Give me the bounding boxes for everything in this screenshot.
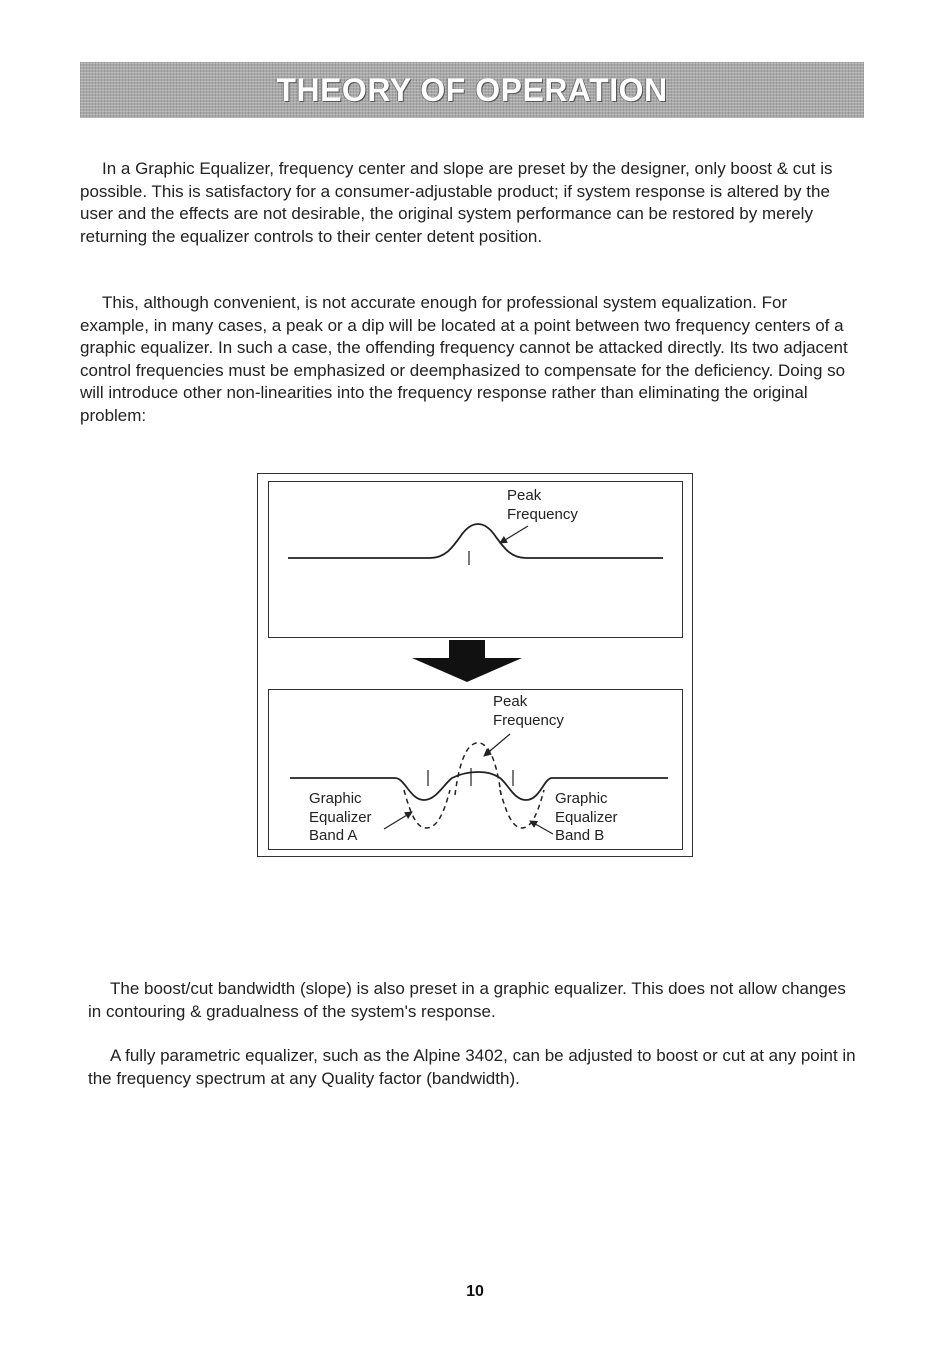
paragraph-bandwidth-preset: The boost/cut bandwidth (slope) is also preset in a graphic equalizer. This does not allow changes in contouring & gradualness of the system's response. bbox=[88, 979, 846, 1021]
graphic-eq-band-a-label bbox=[309, 790, 372, 846]
paragraph-graphic-eq-limitation: This, although convenient, is not accurate enough for professional system equalization. For example, in many cases, a peak or a dip will be located at a point between two frequency centers of a graphic equalizer. In such a case, the offending frequency cannot be attacked directly. Its two adjacent control frequencies must be emphasized or deemphasized to compensate for the deficiency. Doing so will introduce other non-linearities into the frequency response rather than eliminating the original problem: bbox=[80, 293, 848, 425]
paragraph-graphic-eq-intro: In a Graphic Equalizer, frequency center and slope are preset by the designer, only boost & cut is possible. This is satisfactory for a consumer-adjustable product; if system response is altered by the user and the effects are not desirable, the original system performance can be restored by merely returning the equalizer controls to their center detent position. bbox=[80, 159, 833, 246]
down-arrow-icon bbox=[412, 640, 522, 682]
peak-frequency-label-line1: Peak bbox=[507, 487, 542, 504]
peak-label-pointer-bottom bbox=[484, 734, 510, 756]
band-b-label-line1: Graphic bbox=[555, 790, 608, 807]
graphic-eq-band-b-label bbox=[555, 790, 618, 846]
band-a-label-line3: Band A bbox=[309, 827, 358, 844]
band-b-label-line2: Equalizer bbox=[555, 808, 618, 826]
peak-frequency-label bbox=[507, 487, 578, 524]
band-b-cut-dashed-curve bbox=[500, 790, 544, 828]
original-peak-dashed-curve bbox=[455, 743, 501, 795]
band-a-cut-dashed-curve bbox=[404, 790, 450, 828]
band-a-label-line2: Equalizer bbox=[309, 808, 372, 826]
paragraph-parametric-eq: A fully parametric equalizer, such as the Alpine 3402, can be adjusted to boost or cut at any point in the frequency spectrum at any Quality factor (bandwidth). bbox=[88, 1046, 856, 1088]
page-number: 10 bbox=[466, 1283, 484, 1300]
band-b-label-line3: Band B bbox=[555, 827, 605, 844]
peak-frequency-label-line2: Frequency bbox=[507, 505, 578, 523]
flat-response-with-peak-curve bbox=[288, 524, 663, 558]
section-title: THEORY OF OPERATION bbox=[276, 71, 668, 108]
band-b-label-pointer bbox=[530, 821, 553, 834]
band-a-label-pointer bbox=[384, 812, 412, 829]
peak-frequency-label-bottom bbox=[493, 693, 564, 730]
peak-label-pointer bbox=[500, 526, 528, 543]
peak-frequency-label-bottom-line1: Peak bbox=[493, 693, 528, 710]
band-a-label-line1: Graphic bbox=[309, 790, 362, 807]
peak-frequency-label-bottom-line2: Frequency bbox=[493, 711, 564, 729]
